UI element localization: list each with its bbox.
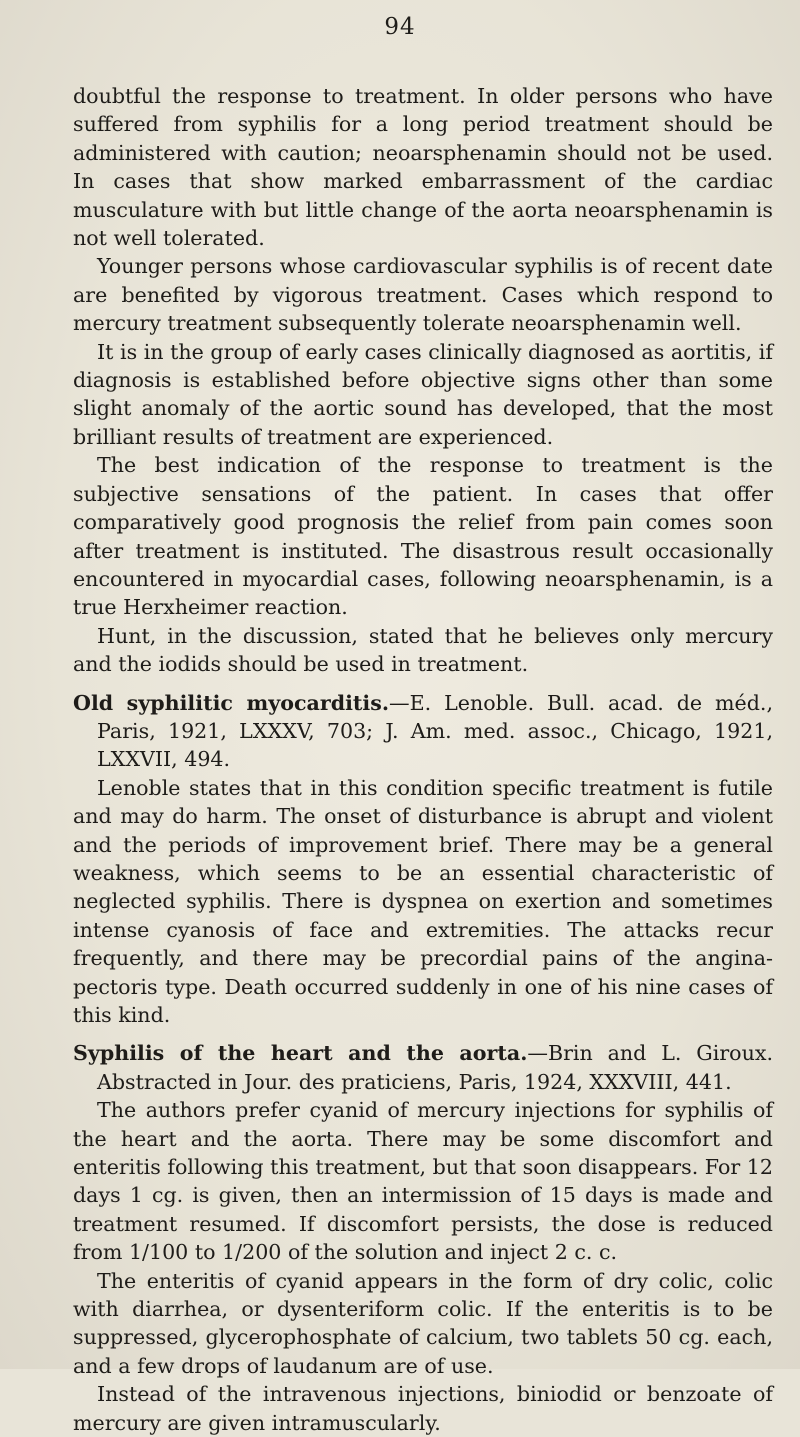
- paragraph-hunt-discussion: Hunt, in the discussion, stated that he believes only mercury and the iodids should be used in treatment.: [73, 623, 773, 677]
- paragraph-lenoble-states: Lenoble states that in this condition specific treatment is futile and may do harm. The onset of disturbance is abrupt and violent and the periods of improvement brief. There may be a general weakness, which seems to be an essential characteristic of neglected syphilis. There is dyspnea on exertion and sometimes intense cyanosis of face and extremities. The attacks recur frequently, and there may be precordial pains of the angina-pectoris type. Death occurred suddenly in one of his nine cases of this kind.: [73, 775, 773, 1027]
- entry-heading-syphilis-heart-aorta: [73, 1039, 773, 1096]
- entry-citation: —Brin and L. Giroux. Abstracted in Jour. des praticiens, Paris, 1924, XXXVIII, 441.: [97, 1041, 773, 1094]
- paragraph-instead-intravenous: Instead of the intravenous injections, biniodid or benzoate of mercury are given intramuscularly.: [73, 1382, 773, 1435]
- paragraph-best-indication: The best indication of the response to treatment is the subjective sensations of the patient. In cases that offer comparatively good prognosis the relief from pain comes soon after treatment is instituted. The disastrous result occasionally encountered in myocardial cases, following neoarsphenamin, is a true Herxheimer reaction.: [73, 453, 773, 620]
- page-number: 94: [384, 14, 416, 40]
- paragraph-authors-prefer-cyanid: The authors prefer cyanid of mercury injections for syphilis of the heart and the aorta. There may be some discomfort and enteritis following this treatment, but that soon disappears. For 12 days 1 cg. is given, then an intermission of 15 days is made and treatment resumed. If discomfort persists, the dose is reduced from 1/100 to 1/200 of the solution and inject 2 c. c.: [73, 1098, 773, 1265]
- paragraph-early-cases-aortitis: It is in the group of early cases clinically diagnosed as aortitis, if diagnosis is established before objective signs other than some slight anomaly of the aortic sound has developed, that the most brilliant results of treatment are experienced.: [73, 339, 773, 449]
- entry-title: Syphilis of the heart and the aorta.: [73, 1041, 528, 1066]
- page-body: [73, 82, 773, 1437]
- paragraph-younger-persons: Younger persons whose cardiovascular syphilis is of recent date are benefited by vigorous treatment. Cases which respond to mercury treatment subsequently tolerate neoarsphenamin well.: [73, 254, 773, 336]
- entry-heading-old-syphilitic-myocarditis: [73, 689, 773, 774]
- paragraph-enteritis-of-cyanid: The enteritis of cyanid appears in the form of dry colic, colic with diarrhea, or dysenteriform colic. If the enteritis is to be suppressed, glycerophosphate of calcium, two tablets 50 cg. each, and a few drops of laudanum are of use.: [73, 1268, 773, 1378]
- entry-title: Old syphilitic myocarditis.: [73, 690, 390, 715]
- entry-citation: —E. Lenoble. Bull. acad. de méd., Paris, 1921, LXXXV, 703; J. Am. med. assoc., Chicago, 1921, LXXVII, 494.: [97, 690, 773, 772]
- paragraph-continuation: doubtful the response to treatment. In older persons who have suffered from syphilis for a long period treatment should be administered with caution; neoarsphenamin should not be used. In cases that show marked embarrassment of the cardiac musculature with but little change of the aorta neoarsphenamin is not well tolerated.: [73, 84, 773, 251]
